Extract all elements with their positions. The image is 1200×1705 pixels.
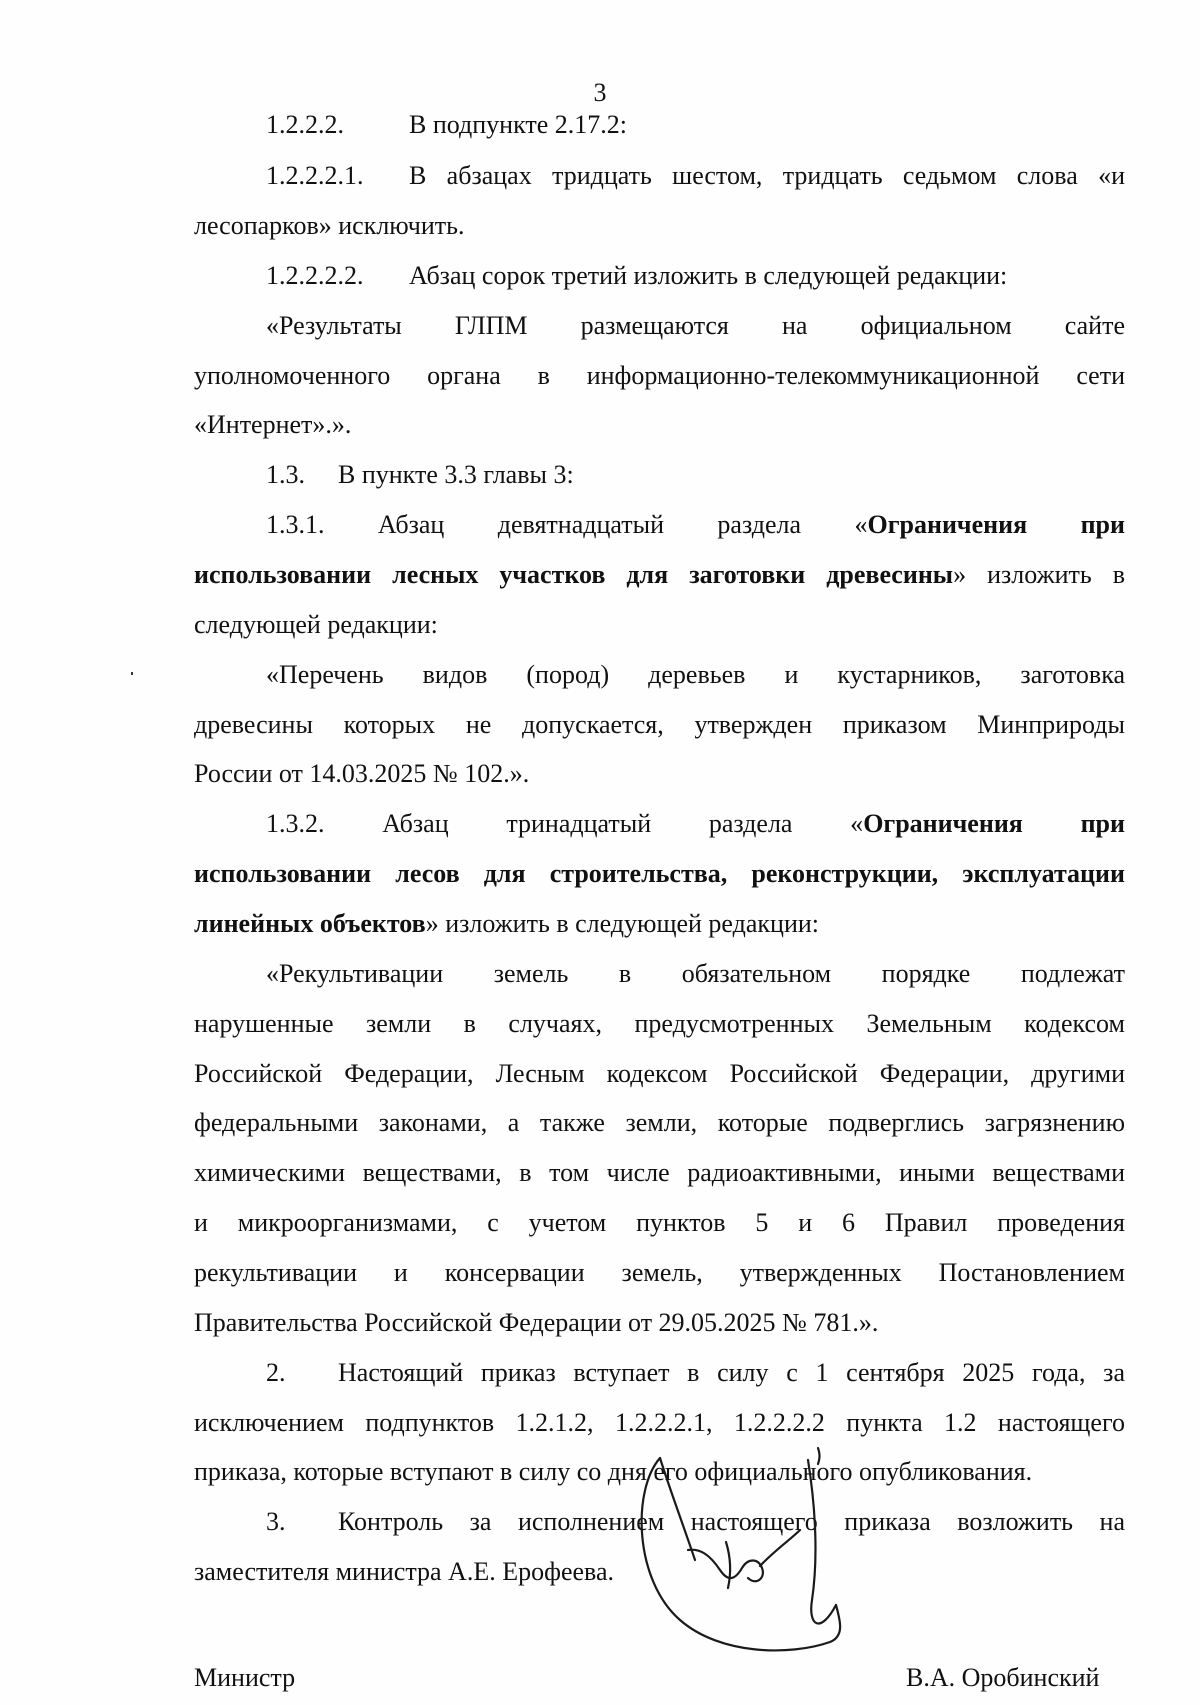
handwritten-signature [640, 1430, 890, 1660]
paragraph-text: Настоящий приказ вступает в силу с 1 сентября 2025 года, за [338, 1358, 1125, 1387]
signatory-role: Министр [194, 1663, 296, 1692]
paragraph-1-3-1 [266, 510, 1125, 540]
text-line: «Интернет».». [194, 410, 352, 439]
scan-speck [131, 672, 133, 675]
paragraph-1-2-2-2-1 [266, 161, 1125, 191]
item-number: 1.2.2.2. [266, 110, 344, 139]
text-line: заместителя министра А.Е. Ерофеева. [194, 1557, 614, 1586]
paragraph-text: В подпункте 2.17.2: [409, 110, 627, 139]
text-line: нарушенные земли в случаях, предусмотренных Земельным кодексом [194, 1009, 1125, 1038]
paragraph-1-3 [266, 460, 1125, 490]
text-run: » изложить в следующей редакции: [425, 909, 819, 938]
paragraph-text: В абзацах тридцать шестом, тридцать седьмом слова «и [409, 161, 1125, 190]
bold-text-run: линейных объектов [194, 909, 426, 938]
text-run: 1.3.2. Абзац тринадцатый раздела « [266, 809, 864, 838]
text-line: древесины которых не допускается, утвержден приказом Минприроды [194, 710, 1125, 739]
page-number: 3 [593, 78, 607, 107]
paragraph-1-2-2-2-2 [266, 261, 1125, 291]
paragraph-text: Абзац сорок третий изложить в следующей редакции: [409, 261, 1008, 290]
text-line: «Перечень видов (пород) деревьев и кустарников, заготовка [266, 660, 1125, 689]
text-line [194, 909, 1125, 939]
paragraph-1-3-2 [266, 809, 1125, 839]
bold-text-run: использовании лесных участков для заготовки древесины [194, 560, 954, 589]
text-line: уполномоченного органа в информационно-телекоммуникационной сети [194, 361, 1125, 390]
text-line: «Рекультивации земель в обязательном порядке подлежат [266, 959, 1125, 988]
text-line: приказа, которые вступают в силу со дня его официального опубликования. [194, 1457, 1033, 1486]
text-line: федеральными законами, а также земли, которые подверглись загрязнению [194, 1108, 1125, 1137]
item-number: 1.3. [266, 460, 305, 489]
item-number: 2. [266, 1358, 286, 1387]
text-line [194, 560, 1125, 590]
text-line: Правительства Российской Федерации от 29.05.2025 № 781.». [194, 1308, 879, 1337]
text-line: рекультивации и консервации земель, утвержденных Постановлением [194, 1258, 1125, 1287]
text-line: России от 14.03.2025 № 102.». [194, 759, 530, 788]
paragraph-text: Контроль за исполнением настоящего приказа возложить на [338, 1507, 1125, 1536]
paragraph-1-2-2-2 [266, 110, 1125, 140]
item-number: 3. [266, 1507, 286, 1536]
text-line: и микроорганизмами, с учетом пунктов 5 и 6 Правил проведения [194, 1208, 1125, 1237]
text-line: химическими веществами, в том числе радиоактивными, иными веществами [194, 1158, 1125, 1187]
bold-text-run: Ограничения при [863, 809, 1125, 838]
text-line: Российской Федерации, Лесным кодексом Российской Федерации, другими [194, 1059, 1125, 1088]
paragraph-text: В пункте 3.3 главы 3: [338, 460, 574, 489]
bold-text-line: использовании лесов для строительства, реконструкции, эксплуатации [194, 859, 1125, 888]
text-line: исключением подпунктов 1.2.1.2, 1.2.2.2.1, 1.2.2.2.2 пункта 1.2 настоящего [194, 1408, 1125, 1437]
text-line: следующей редакции: [194, 610, 438, 639]
text-run: » изложить в [953, 560, 1125, 589]
text-run: 1.3.1. Абзац девятнадцатый раздела « [266, 510, 868, 539]
item-number: 1.2.2.2.1. [266, 161, 364, 190]
text-line: «Результаты ГЛПМ размещаются на официальном сайте [266, 311, 1125, 340]
signatory-name: В.А. Оробинский [906, 1663, 1100, 1692]
paragraph-2 [266, 1358, 1125, 1388]
item-number: 1.2.2.2.2. [266, 261, 364, 290]
text-line: лесопарков» исключить. [194, 211, 465, 240]
bold-text-run: Ограничения при [867, 510, 1125, 539]
